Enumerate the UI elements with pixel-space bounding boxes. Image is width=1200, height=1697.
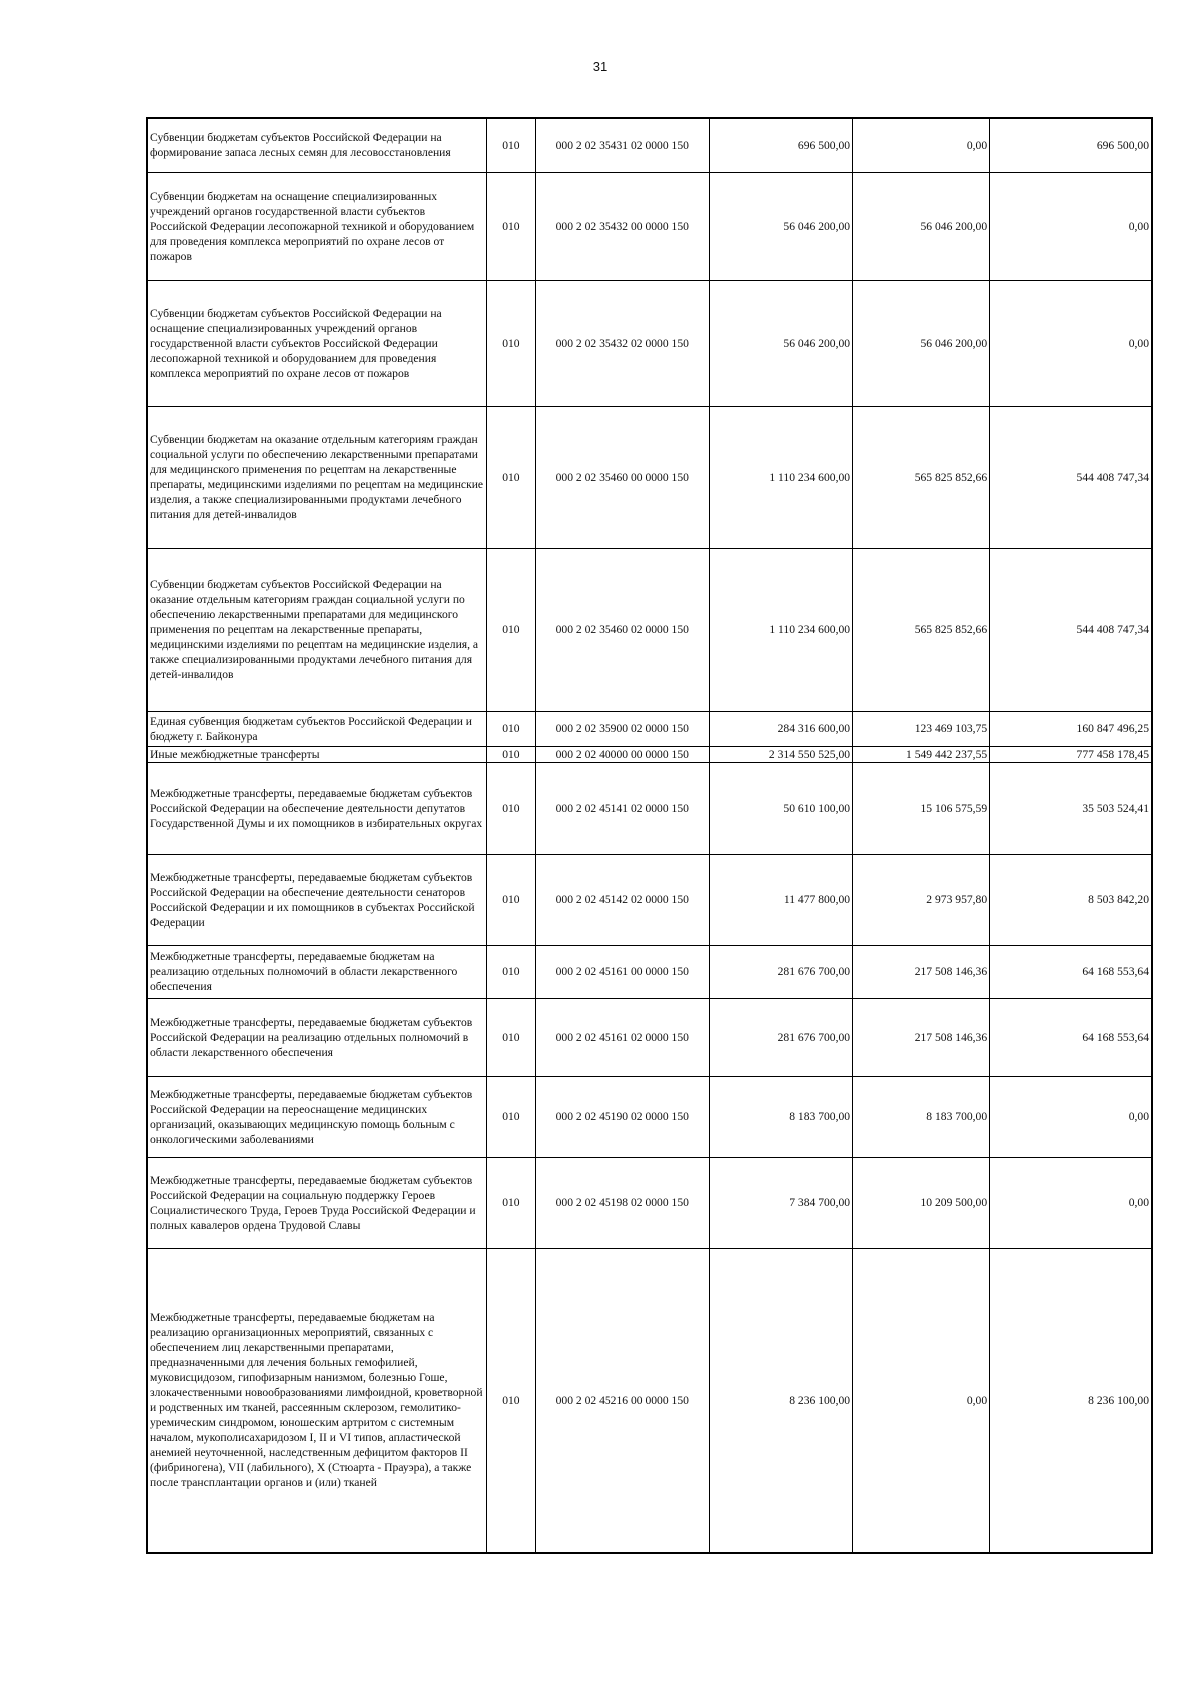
line-code-cell: 010: [487, 746, 535, 762]
remaining-amount-cell: 696 500,00: [990, 118, 1152, 172]
approved-amount-cell: 8 183 700,00: [709, 1076, 852, 1157]
line-code-cell: 010: [487, 1248, 535, 1553]
budget-execution-table: [146, 117, 1153, 1554]
indicator-name-cell: Межбюджетные трансферты, передаваемые бюджетам субъектов Российской Федерации на обеспечение деятельности депутатов Государственной Думы и их помощников в избирательных округах: [147, 762, 487, 854]
budget-classification-code-cell: 000 2 02 45198 02 0000 150: [535, 1157, 709, 1248]
approved-amount-cell: 56 046 200,00: [709, 280, 852, 406]
budget-classification-code-cell: 000 2 02 35900 02 0000 150: [535, 711, 709, 746]
budget-classification-code-cell: 000 2 02 45141 02 0000 150: [535, 762, 709, 854]
remaining-amount-cell: 8 236 100,00: [990, 1248, 1152, 1553]
remaining-amount-cell: 544 408 747,34: [990, 548, 1152, 711]
indicator-name-cell: Субвенции бюджетам субъектов Российской Федерации на оказание отдельным категориям граждан социальной услуги по обеспечению лекарственными препаратами для медицинского применения по рецептам на лекарственные препараты, медицинскими изделиями по рецептам на медицинские изделия, а также специализированными продуктами лечебного питания для детей-инвалидов: [147, 548, 487, 711]
remaining-amount-cell: 777 458 178,45: [990, 746, 1152, 762]
approved-amount-cell: 281 676 700,00: [709, 998, 852, 1076]
remaining-amount-cell: 0,00: [990, 172, 1152, 280]
executed-amount-cell: 0,00: [853, 118, 990, 172]
table-row: [147, 854, 1152, 945]
table-row: [147, 762, 1152, 854]
budget-classification-code-cell: 000 2 02 40000 00 0000 150: [535, 746, 709, 762]
table-row: [147, 711, 1152, 746]
line-code-cell: 010: [487, 118, 535, 172]
table-row: [147, 998, 1152, 1076]
executed-amount-cell: 217 508 146,36: [853, 945, 990, 998]
table-row: [147, 1157, 1152, 1248]
remaining-amount-cell: 0,00: [990, 280, 1152, 406]
indicator-name-cell: Иные межбюджетные трансферты: [147, 746, 487, 762]
remaining-amount-cell: 8 503 842,20: [990, 854, 1152, 945]
approved-amount-cell: 2 314 550 525,00: [709, 746, 852, 762]
budget-classification-code-cell: 000 2 02 35460 02 0000 150: [535, 548, 709, 711]
budget-classification-code-cell: 000 2 02 35460 00 0000 150: [535, 406, 709, 548]
remaining-amount-cell: 64 168 553,64: [990, 998, 1152, 1076]
budget-classification-code-cell: 000 2 02 45161 02 0000 150: [535, 998, 709, 1076]
table-row: [147, 945, 1152, 998]
budget-classification-code-cell: 000 2 02 45216 00 0000 150: [535, 1248, 709, 1553]
table-row: [147, 280, 1152, 406]
executed-amount-cell: 0,00: [853, 1248, 990, 1553]
executed-amount-cell: 123 469 103,75: [853, 711, 990, 746]
indicator-name-cell: Субвенции бюджетам субъектов Российской Федерации на формирование запаса лесных семян для лесовосстановления: [147, 118, 487, 172]
indicator-name-cell: Межбюджетные трансферты, передаваемые бюджетам субъектов Российской Федерации на социальную поддержку Героев Социалистического Труда, Героев Труда Российской Федерации и полных кавалеров ордена Трудовой Славы: [147, 1157, 487, 1248]
executed-amount-cell: 56 046 200,00: [853, 280, 990, 406]
approved-amount-cell: 1 110 234 600,00: [709, 548, 852, 711]
budget-classification-code-cell: 000 2 02 35431 02 0000 150: [535, 118, 709, 172]
executed-amount-cell: 217 508 146,36: [853, 998, 990, 1076]
table-row: [147, 172, 1152, 280]
approved-amount-cell: 1 110 234 600,00: [709, 406, 852, 548]
executed-amount-cell: 10 209 500,00: [853, 1157, 990, 1248]
table-row: [147, 1248, 1152, 1553]
indicator-name-cell: Субвенции бюджетам на оказание отдельным категориям граждан социальной услуги по обеспечению лекарственными препаратами для медицинского применения по рецептам на лекарственные препараты, медицинскими изделиями по рецептам на медицинские изделия, а также специализированными продуктами лечебного питания для детей-инвалидов: [147, 406, 487, 548]
line-code-cell: 010: [487, 998, 535, 1076]
line-code-cell: 010: [487, 945, 535, 998]
indicator-name-cell: Единая субвенция бюджетам субъектов Российской Федерации и бюджету г. Байконура: [147, 711, 487, 746]
budget-classification-code-cell: 000 2 02 45190 02 0000 150: [535, 1076, 709, 1157]
approved-amount-cell: 281 676 700,00: [709, 945, 852, 998]
approved-amount-cell: 284 316 600,00: [709, 711, 852, 746]
remaining-amount-cell: 0,00: [990, 1157, 1152, 1248]
indicator-name-cell: Субвенции бюджетам на оснащение специализированных учреждений органов государственной власти субъектов Российской Федерации лесопожарной техникой и оборудованием для проведения комплекса мероприятий по охране лесов от пожаров: [147, 172, 487, 280]
indicator-name-cell: Межбюджетные трансферты, передаваемые бюджетам субъектов Российской Федерации на обеспечение деятельности сенаторов Российской Федерации и их помощников в субъектах Российской Федерации: [147, 854, 487, 945]
indicator-name-cell: Межбюджетные трансферты, передаваемые бюджетам субъектов Российской Федерации на реализацию отдельных полномочий в области лекарственного обеспечения: [147, 998, 487, 1076]
approved-amount-cell: 50 610 100,00: [709, 762, 852, 854]
line-code-cell: 010: [487, 172, 535, 280]
line-code-cell: 010: [487, 762, 535, 854]
remaining-amount-cell: 64 168 553,64: [990, 945, 1152, 998]
table-row: [147, 1076, 1152, 1157]
line-code-cell: 010: [487, 854, 535, 945]
line-code-cell: 010: [487, 1157, 535, 1248]
executed-amount-cell: 565 825 852,66: [853, 548, 990, 711]
line-code-cell: 010: [487, 1076, 535, 1157]
table-body: [147, 118, 1152, 1553]
executed-amount-cell: 2 973 957,80: [853, 854, 990, 945]
remaining-amount-cell: 0,00: [990, 1076, 1152, 1157]
budget-classification-code-cell: 000 2 02 35432 00 0000 150: [535, 172, 709, 280]
approved-amount-cell: 696 500,00: [709, 118, 852, 172]
line-code-cell: 010: [487, 548, 535, 711]
indicator-name-cell: Межбюджетные трансферты, передаваемые бюджетам на реализацию отдельных полномочий в области лекарственного обеспечения: [147, 945, 487, 998]
budget-classification-code-cell: 000 2 02 45142 02 0000 150: [535, 854, 709, 945]
table-row: [147, 406, 1152, 548]
executed-amount-cell: 1 549 442 237,55: [853, 746, 990, 762]
executed-amount-cell: 565 825 852,66: [853, 406, 990, 548]
executed-amount-cell: 15 106 575,59: [853, 762, 990, 854]
budget-classification-code-cell: 000 2 02 35432 02 0000 150: [535, 280, 709, 406]
table-row: [147, 746, 1152, 762]
remaining-amount-cell: 544 408 747,34: [990, 406, 1152, 548]
line-code-cell: 010: [487, 406, 535, 548]
approved-amount-cell: 7 384 700,00: [709, 1157, 852, 1248]
page-number: 31: [592, 59, 608, 74]
line-code-cell: 010: [487, 280, 535, 406]
remaining-amount-cell: 35 503 524,41: [990, 762, 1152, 854]
approved-amount-cell: 8 236 100,00: [709, 1248, 852, 1553]
budget-classification-code-cell: 000 2 02 45161 00 0000 150: [535, 945, 709, 998]
executed-amount-cell: 8 183 700,00: [853, 1076, 990, 1157]
line-code-cell: 010: [487, 711, 535, 746]
remaining-amount-cell: 160 847 496,25: [990, 711, 1152, 746]
approved-amount-cell: 56 046 200,00: [709, 172, 852, 280]
indicator-name-cell: Межбюджетные трансферты, передаваемые бюджетам субъектов Российской Федерации на переоснащение медицинских организаций, оказывающих медицинскую помощь больным с онкологическими заболеваниями: [147, 1076, 487, 1157]
table-row: [147, 118, 1152, 172]
indicator-name-cell: Субвенции бюджетам субъектов Российской Федерации на оснащение специализированных учреждений органов государственной власти субъектов Российской Федерации лесопожарной техникой и оборудованием для проведения комплекса мероприятий по охране лесов от пожаров: [147, 280, 487, 406]
approved-amount-cell: 11 477 800,00: [709, 854, 852, 945]
executed-amount-cell: 56 046 200,00: [853, 172, 990, 280]
indicator-name-cell: Межбюджетные трансферты, передаваемые бюджетам на реализацию организационных мероприятий, связанных с обеспечением лиц лекарственными препаратами, предназначенными для лечения больных гемофилией, муковисцидозом, гипофизарным нанизмом, болезнью Гоше, злокачественными новообразованиями лимфоидной, кроветворной и родственных им тканей, рассеянным склерозом, гемолитико-уремическим синдромом, юношеским артритом с системным началом, мукополисахаридозом I, II и VI типов, апластической анемией неуточненной, наследственным дефицитом факторов II (фибриногена), VII (лабильного), X (Стюарта - Прауэра), а также после трансплантации органов и (или) тканей: [147, 1248, 487, 1553]
table-row: [147, 548, 1152, 711]
